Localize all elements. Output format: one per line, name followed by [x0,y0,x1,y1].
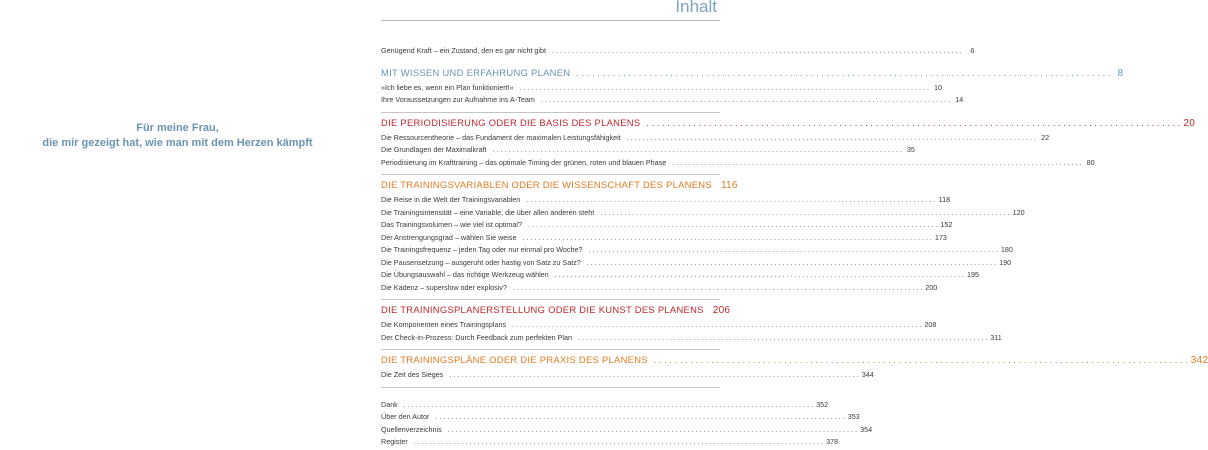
toc-entry-page: 120 [1012,207,1025,217]
toc-entry-title: Die Übungsauswahl – das richtige Werkzeug wählen [381,270,549,279]
toc-entry-page: 180 [1000,245,1013,254]
toc-entry-page: 35 [906,145,915,154]
dot-leader [646,117,1180,128]
dot-leader [520,83,929,92]
backmatter-entry[interactable] [381,424,873,438]
dot-leader [512,320,921,329]
section-divider [381,112,720,113]
toc-entry-page: 311 [990,332,1002,342]
dot-leader [552,46,961,55]
section-heading[interactable] [381,66,1124,83]
dot-leader [414,437,823,446]
toc-entry-title: Die Pausensetzung – ausgeruht oder hastig von Satz zu Satz? [381,257,581,267]
toc-entry-page: 208 [924,320,937,329]
toc-entry-title: Die Kadenz – superslow oder explosiv? [381,282,507,292]
dot-leader [526,195,935,204]
toc-entry-page: 352 [816,399,829,409]
toc-entry-page: 20 [1183,117,1196,129]
toc-entry-page: 353 [847,412,860,421]
left-page [0,0,355,418]
toc-entry[interactable] [381,245,1013,258]
toc-entry-page: 378 [826,437,839,446]
section-heading[interactable] [381,116,1196,133]
toc-entry-page: 206 [712,305,731,316]
toc-entry-intro[interactable] [381,46,975,59]
dot-leader [522,233,931,242]
toc-entry[interactable] [381,320,937,333]
toc-entry[interactable] [381,157,1095,171]
section-divider [381,349,720,350]
toc-entry-title: DIE TRAININGSPLÄNE ODER DIE PRAXIS DES PLANENS [381,354,648,365]
dot-leader [654,354,1188,365]
toc-entry[interactable] [381,195,951,208]
toc-title: Inhalt [675,0,717,16]
toc-entry[interactable] [381,95,964,108]
toc-entry[interactable] [381,145,915,158]
dot-leader [589,245,998,254]
section-divider [381,174,720,175]
toc-entry-title: DIE PERIODISIERUNG ODER DIE BASIS DES PLANENS [381,116,641,128]
toc-entry[interactable] [381,270,980,283]
section-heading[interactable] [381,304,731,320]
toc-entry-page: 354 [860,424,873,434]
toc-entry-page: 173 [934,232,947,242]
toc-entry-page: 6 [970,46,975,55]
dot-leader [528,220,937,229]
dot-leader [672,158,1081,167]
toc-entry-page: 116 [720,180,738,191]
backmatter-entry[interactable] [381,437,839,450]
section-heading[interactable] [381,179,738,195]
toc-entry-title: »Ich liebe es, wenn ein Plan funktioniert!« [381,82,514,92]
right-page [381,0,1208,446]
toc-entry-title: Die Reise in die Welt der Trainingsvariablen [381,195,521,204]
toc-entry[interactable] [381,370,874,383]
toc-entry-title: Die Komponenten eines Trainingsplans [381,320,507,329]
dot-leader [404,400,813,409]
dot-leader [449,370,858,379]
section-divider [381,299,720,300]
toc-entry-title: Register [381,437,408,446]
toc-entry[interactable] [381,207,1025,221]
toc-entry-page: 22 [1041,132,1050,142]
toc-entry-title: Ihre Voraussetzungen zur Aufnahme ins A-Team [381,95,535,104]
toc-entry-title: DIE TRAININGSPLANERSTELLUNG ODER DIE KUNST DES PLANENS [381,304,704,315]
toc-entry-title: Der Check-in-Prozess: Durch Feedback zum perfekten Plan [381,332,572,342]
backmatter-entry[interactable] [381,412,860,425]
toc-entry[interactable] [381,232,947,246]
toc-entry-title: Dank [381,399,398,409]
dot-leader [587,258,996,267]
dot-leader [600,208,1009,217]
dedication [0,121,355,151]
toc-entry-page: 118 [938,195,951,204]
toc-entry-title: Das Trainingsvolumen – wie viel ist optimal? [381,220,523,229]
toc-entry-title: Die Grundlagen der Maximalkraft [381,145,487,154]
section-heading[interactable] [381,354,1208,370]
toc-entry-title: Die Trainingsfrequenz – jeden Tag oder nur einmal pro Woche? [381,245,583,254]
toc-entry[interactable] [381,82,943,96]
dot-leader [492,145,901,154]
dedication-line-1: Für meine Frau, [136,122,219,134]
section-divider [381,387,720,388]
toc-entry-page: 8 [1117,67,1124,79]
toc-entry-title: Die Trainingsintensität – eine Variable, die über allen anderen steht [381,207,595,217]
toc-entry-page: 14 [955,95,964,104]
toc-entry-title: MIT WISSEN UND ERFAHRUNG PLANEN [381,66,571,78]
toc-entry-title: Quellenverzeichnis [381,424,442,434]
toc-entry-page: 190 [999,257,1012,267]
dot-leader [448,425,857,434]
toc-entry-title: Der Anstrengungsgrad – wählen Sie weise [381,232,517,242]
toc-entry[interactable] [381,220,953,233]
dot-leader [578,333,987,342]
spacer [381,392,720,400]
dot-leader [555,270,964,279]
dedication-line-2: die mir gezeigt hat, wie man mit dem Herzen kämpft [42,137,313,149]
toc-entry-page: 342 [1190,355,1208,366]
toc-entry[interactable] [381,132,1050,146]
toc-entry-page: 80 [1086,157,1095,167]
dot-leader [627,133,1036,142]
table-of-contents [381,46,1208,450]
dot-leader [541,95,950,104]
dot-leader [576,67,1110,78]
toc-entry-title: Die Zeit des Sieges [381,370,444,379]
toc-entry-title: Genügend Kraft – ein Zustand, den es gar nicht gibt [381,46,547,55]
toc-entry-page: 195 [967,270,980,279]
toc-entry-page: 344 [861,370,874,379]
backmatter-entry[interactable] [381,399,829,413]
toc-entry[interactable] [381,257,1012,271]
toc-entry-title: DIE TRAININGSVARIABLEN ODER DIE WISSENSCHAFT DES PLANENS [381,179,712,190]
spacer [381,59,720,67]
toc-entry-page: 10 [934,82,943,92]
toc-entry-page: 152 [940,220,953,229]
dot-leader [435,412,844,421]
toc-entry-title: Die Ressourcentheorie – das Fundament der maximalen Leistungsfähigkeit [381,132,621,142]
title-rule [381,20,720,21]
toc-entry-page: 200 [925,282,938,292]
toc-entry[interactable] [381,282,938,296]
toc-entry-title: Periodisierung im Krafttraining – das optimale Timing der grünen, roten und blauen Phase [381,157,667,167]
toc-entry[interactable] [381,332,1002,346]
toc-entry-title: Über den Autor [381,412,430,421]
dot-leader [513,283,922,292]
